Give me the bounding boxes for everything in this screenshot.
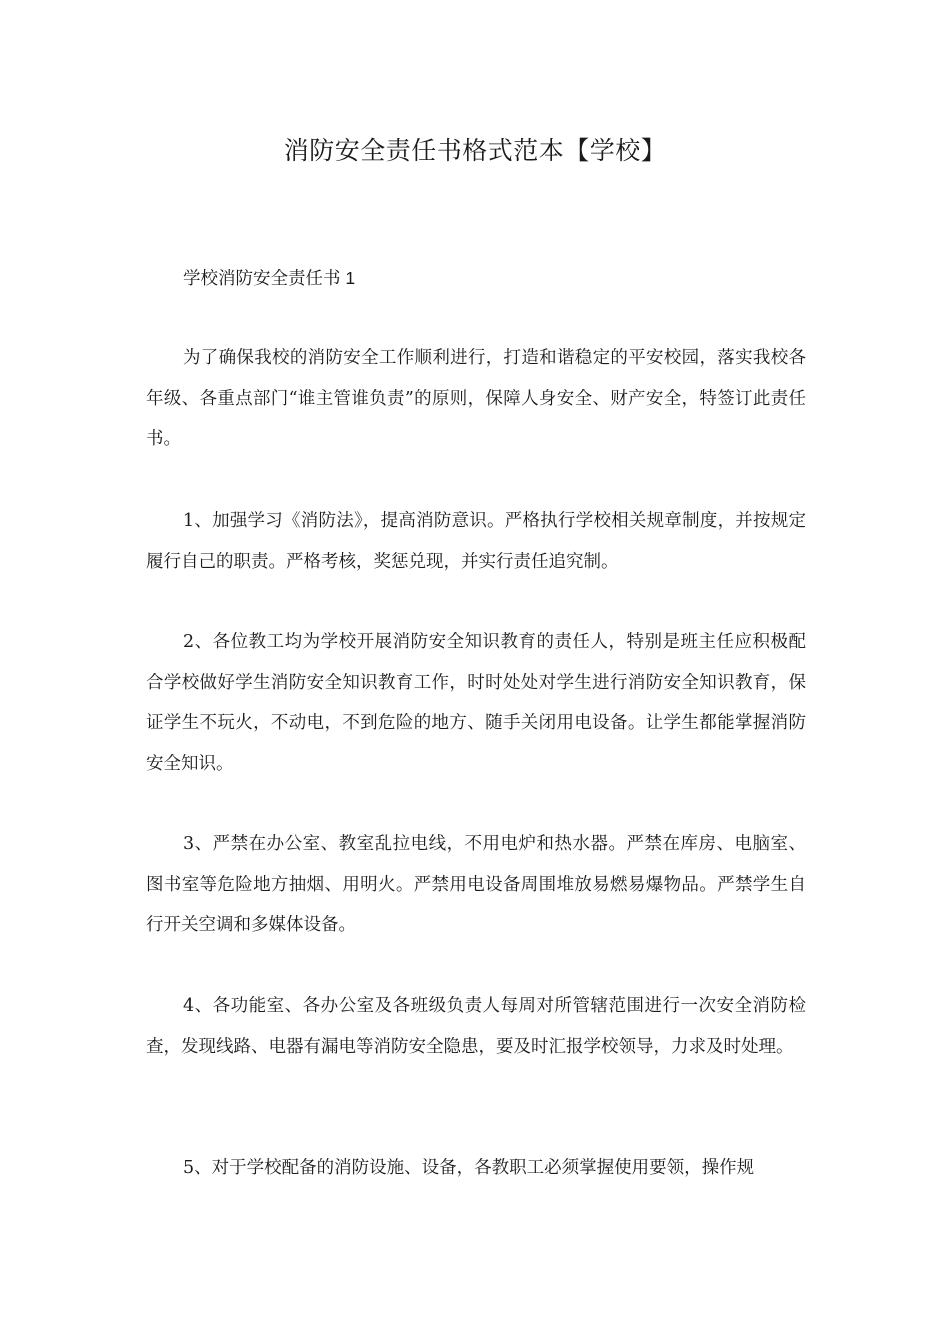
clause-3-paragraph: 3、严禁在办公室、教室乱拉电线，不用电炉和热水器。严禁在库房、电脑室、图书室等危险地方抽烟、用明火。严禁用电设备周围堆放易燃易爆物品。严禁学生自行开关空调和多媒体设备。 (146, 834, 806, 935)
section-heading: 学校消防安全责任书 1 (183, 268, 356, 288)
clause-2-paragraph: 2、各位教工均为学校开展消防安全知识教育的责任人，特别是班主任应积极配合学校做好学生消防安全知识教育工作，时时处处对学生进行消防安全知识教育，保证学生不玩火，不动电，不到危险的地方、随手关闭用电设备。让学生都能掌握消防安全知识。 (146, 632, 806, 774)
document-title: 消防安全责任书格式范本【学校】 (283, 136, 667, 165)
clause-5-paragraph: 5、对于学校配备的消防设施、设备，各教职工必须掌握使用要领，操作规 (183, 1158, 755, 1178)
intro-paragraph: 为了确保我校的消防安全工作顺利进行，打造和谐稳定的平安校园，落实我校各年级、各重点部门“谁主管谁负责”的原则，保障人身安全、财产安全，特签订此责任书。 (146, 348, 806, 449)
clause-4-paragraph: 4、各功能室、各办公室及各班级负责人每周对所管辖范围进行一次安全消防检查，发现线路、电器有漏电等消防安全隐患，要及时汇报学校领导，力求及时处理。 (146, 996, 806, 1057)
clause-1-paragraph: 1、加强学习《消防法》，提高消防意识。严格执行学校相关规章制度，并按规定履行自己的职责。严格考核，奖惩兑现，并实行责任追究制。 (146, 511, 806, 572)
